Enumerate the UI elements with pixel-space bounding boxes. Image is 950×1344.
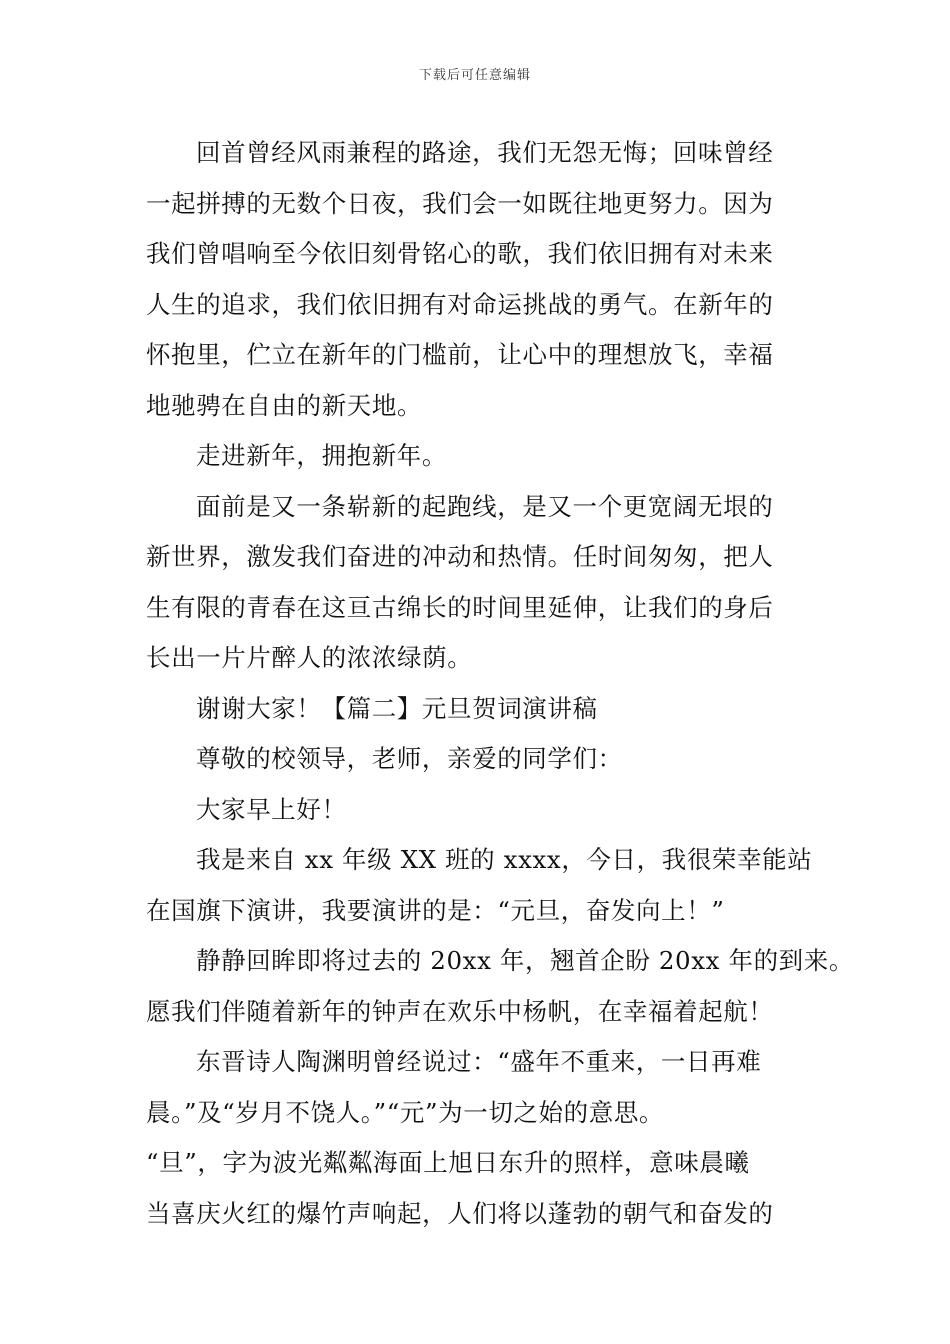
text-line: 在国旗下演讲，我要演讲的是：“元旦，奋发向上！” bbox=[146, 895, 725, 925]
text-line: 我是来自 xx 年级 XX 班的 xxxx，今日，我很荣幸能站 bbox=[196, 845, 813, 874]
text-line: 愿我们伴随着新年的钟声在欢乐中杨帆，在幸福着起航！ bbox=[146, 996, 774, 1026]
text-line: 我们曾唱响至今依旧刻骨铭心的歌，我们依旧拥有对未来 bbox=[146, 239, 774, 268]
document-body bbox=[146, 128, 854, 1239]
text-line: 回首曾经风雨兼程的路途，我们无怨无悔；回味曾经 bbox=[196, 138, 774, 167]
text-line: 晨。”及“岁月不饶人。”“元”为一切之始的意思。 bbox=[146, 1097, 665, 1127]
text-line: 生有限的青春在这亘古绵长的时间里延伸，让我们的身后 bbox=[146, 592, 774, 622]
text-line: 当喜庆火红的爆竹声响起，人们将以蓬勃的朝气和奋发的 bbox=[146, 1198, 774, 1228]
text-line: 新世界，激发我们奋进的冲动和热情。任时间匆匆，把人 bbox=[146, 542, 774, 571]
text-line: 静静回眸即将过去的 20xx 年，翘首企盼 20xx 年的到来。 bbox=[196, 946, 854, 975]
text-line: 一起拼搏的无数个日夜，我们会一如既往地更努力。因为 bbox=[146, 188, 774, 218]
text-line: 谢谢大家！【篇二】元旦贺词演讲稿 bbox=[196, 693, 598, 723]
text-line: 地驰骋在自由的新天地。 bbox=[146, 390, 423, 420]
text-line: 人生的追求，我们依旧拥有对命运挑战的勇气。在新年的 bbox=[146, 289, 774, 319]
text-line: 走进新年，拥抱新年。 bbox=[196, 441, 447, 470]
text-line: 怀抱里，伫立在新年的门槛前，让心中的理想放飞，幸福 bbox=[146, 340, 774, 369]
text-line: “旦”，字为波光粼粼海面上旭日东升的照样，意味晨曦 bbox=[146, 1148, 750, 1177]
page-header: 下载后可任意编辑 bbox=[418, 68, 531, 83]
text-line: 大家早上好！ bbox=[196, 794, 347, 824]
text-line: 东晋诗人陶渊明曾经说过：“盛年不重来，一日再难 bbox=[196, 1047, 762, 1076]
text-line: 尊敬的校领导，老师，亲爱的同学们： bbox=[196, 744, 623, 773]
text-line: 面前是又一条崭新的起跑线，是又一个更宽阔无垠的 bbox=[196, 491, 774, 521]
text-line: 长出一片片醉人的浓浓绿荫。 bbox=[146, 643, 473, 672]
